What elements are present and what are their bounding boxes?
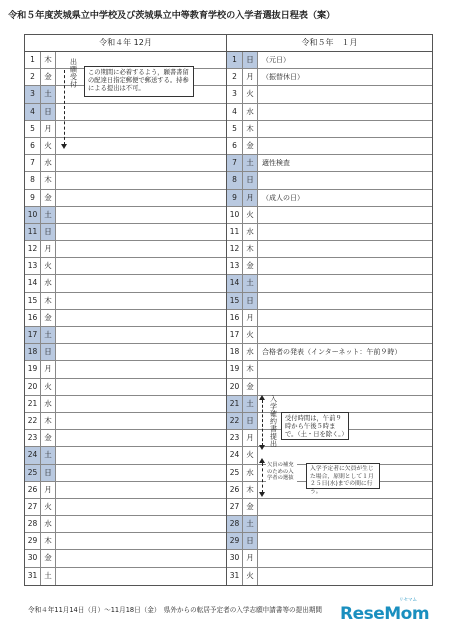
jan-day-date: 4 [227,104,243,120]
dec-day-event [56,568,226,585]
jan-day-weekday: 木 [243,241,258,257]
jan-day-date: 26 [227,482,243,498]
dec-day-date: 6 [25,138,41,154]
jan-day-row [227,52,432,69]
dec-day-event [56,275,226,291]
jan-day-row [227,190,432,207]
dec-day-date: 18 [25,344,41,360]
jan-day-date: 17 [227,327,243,343]
jan-day-weekday: 土 [243,155,258,171]
dec-day-event [56,121,226,137]
seiyaku-label: 入学確約書提出 [269,395,278,448]
dec-day-date: 30 [25,550,41,566]
jan-day-row [227,121,432,138]
jan-day-date: 10 [227,207,243,223]
dec-day-weekday: 木 [41,172,56,188]
dec-day-date: 10 [25,207,41,223]
ketsuin-arrow [262,463,263,493]
dec-day-date: 21 [25,396,41,412]
dec-day-weekday: 火 [41,499,56,515]
jan-day-weekday: 金 [243,138,258,154]
jan-day-event: （振替休日） [262,73,304,82]
jan-day-weekday: 木 [243,121,258,137]
jan-day-weekday: 土 [243,396,258,412]
jan-day-date: 11 [227,224,243,240]
jan-day-row [227,310,432,327]
jan-day-date: 19 [227,361,243,377]
dec-day-weekday: 土 [41,447,56,463]
dec-day-date: 11 [25,224,41,240]
jan-day-event [258,379,432,395]
jan-day-row [227,155,432,172]
jan-day-weekday: 木 [243,482,258,498]
jan-day-event [258,121,432,137]
jan-day-row [227,533,432,550]
dec-day-event [56,396,226,412]
jan-day-weekday: 火 [243,86,258,102]
dec-day-weekday: 火 [41,138,56,154]
jan-day-date: 7 [227,155,243,171]
jan-day-event [258,241,432,257]
jan-day-weekday: 水 [243,465,258,481]
dec-day-event [56,258,226,274]
jan-day-event [258,396,432,412]
dec-day-event [56,138,226,154]
jan-day-date: 24 [227,447,243,463]
jan-day-date: 12 [227,241,243,257]
jan-day-date: 23 [227,430,243,446]
dec-day-row [25,327,226,344]
jan-day-event [258,499,432,515]
jan-day-row [227,568,432,585]
jan-day-row [227,327,432,344]
dec-day-row [25,241,226,258]
jan-day-weekday: 日 [243,413,258,429]
dec-day-event [56,207,226,223]
dec-day-weekday: 火 [41,379,56,395]
dec-day-event [56,155,226,171]
dec-day-date: 22 [25,413,41,429]
dec-day-weekday: 水 [41,516,56,532]
dec-day-event [56,413,226,429]
dec-day-weekday: 日 [41,465,56,481]
dec-day-weekday: 土 [41,86,56,102]
jan-day-date: 3 [227,86,243,102]
jan-day-event [258,275,432,291]
jan-day-weekday: 日 [243,293,258,309]
jan-day-date: 18 [227,344,243,360]
dec-day-date: 23 [25,430,41,446]
jan-day-row [227,396,432,413]
dec-day-row [25,379,226,396]
jan-day-date: 13 [227,258,243,274]
dec-day-date: 13 [25,258,41,274]
dec-day-row [25,499,226,516]
jan-day-weekday: 水 [243,344,258,360]
dec-day-event [56,104,226,120]
dec-day-date: 26 [25,482,41,498]
dec-day-event [56,190,226,206]
jan-day-date: 8 [227,172,243,188]
dec-day-row [25,568,226,585]
jan-day-date: 21 [227,396,243,412]
jan-day-event [258,258,432,274]
seiyaku-note: 受付時間は，午前９時から午後５時まで。（土・日を除く。） [281,412,349,440]
jan-day-event [258,568,432,585]
dec-day-weekday: 土 [41,207,56,223]
jan-day-row [227,516,432,533]
ketsuin-note: 入学予定者に欠員が生じた場合，原則として１月２５日(水)までの間に行う。 [306,463,380,489]
jan-day-row [227,275,432,292]
jan-day-event [258,516,432,532]
jan-day-weekday: 木 [243,361,258,377]
jan-day-weekday: 水 [243,224,258,240]
dec-day-date: 20 [25,379,41,395]
jan-day-date: 9 [227,190,243,206]
jan-day-date: 27 [227,499,243,515]
jan-day-row [227,138,432,155]
dec-day-row [25,344,226,361]
dec-day-row [25,413,226,430]
jan-day-date: 15 [227,293,243,309]
dec-day-row [25,533,226,550]
dec-day-date: 14 [25,275,41,291]
jan-day-date: 28 [227,516,243,532]
jan-day-row [227,499,432,516]
jan-day-weekday: 火 [243,568,258,585]
dec-day-event [56,293,226,309]
jan-day-date: 5 [227,121,243,137]
jan-day-row [227,379,432,396]
dec-day-weekday: 月 [41,482,56,498]
dec-day-row [25,293,226,310]
dec-day-weekday: 木 [41,413,56,429]
jan-day-date: 14 [227,275,243,291]
jan-day-weekday: 金 [243,499,258,515]
dec-day-row [25,465,226,482]
jan-day-weekday: 火 [243,207,258,223]
dec-day-row [25,190,226,207]
jan-day-weekday: 土 [243,275,258,291]
arrow-up-icon [259,395,265,400]
page-title: 令和５年度茨城県立中学校及び茨城県立中等教育学校の入学者選抜日程表（案） [8,10,336,21]
dec-day-row [25,104,226,121]
dec-day-row [25,361,226,378]
dec-day-row [25,224,226,241]
dec-day-weekday: 日 [41,104,56,120]
dec-day-date: 3 [25,86,41,102]
dec-day-row [25,121,226,138]
dec-day-weekday: 水 [41,155,56,171]
dec-day-row [25,482,226,499]
dec-day-row [25,172,226,189]
december-calendar [24,34,227,586]
jan-day-date: 2 [227,69,243,85]
dec-day-weekday: 月 [41,121,56,137]
dec-day-date: 24 [25,447,41,463]
jan-day-event [258,550,432,566]
december-header: 令和４年 12月 [25,35,226,52]
jan-day-event: （元日） [262,56,290,64]
arrow-down-icon [259,492,265,497]
jan-day-row [227,293,432,310]
jan-day-weekday: 土 [243,516,258,532]
dec-day-event [56,241,226,257]
dec-day-date: 4 [25,104,41,120]
jan-day-weekday: 火 [243,327,258,343]
dec-day-date: 25 [25,465,41,481]
jan-day-event [258,310,432,326]
jan-day-row [227,172,432,189]
dec-day-event [56,516,226,532]
dec-day-weekday: 木 [41,52,56,68]
arrow-down-icon [259,445,265,450]
jan-day-weekday: 月 [243,190,258,206]
jan-day-event [258,327,432,343]
dec-day-event [56,224,226,240]
shutsugan-note: この期間に必着するよう，願書書留の配達日指定郵便で郵送する。持参による提出は不可。 [84,66,194,97]
jan-day-date: 6 [227,138,243,154]
jan-day-row [227,447,432,464]
dec-day-weekday: 月 [41,241,56,257]
dec-day-date: 19 [25,361,41,377]
dec-day-event [56,361,226,377]
jan-day-weekday: 月 [243,69,258,85]
jan-day-weekday: 月 [243,550,258,566]
jan-day-date: 20 [227,379,243,395]
jan-day-date: 25 [227,465,243,481]
dec-day-row [25,430,226,447]
dec-day-date: 7 [25,155,41,171]
jan-day-event [258,207,432,223]
jan-day-date: 30 [227,550,243,566]
jan-day-date: 16 [227,310,243,326]
jan-day-weekday: 日 [243,172,258,188]
jan-day-event [258,104,432,120]
dec-day-weekday: 日 [41,224,56,240]
dec-day-event [56,447,226,463]
jan-day-row [227,258,432,275]
dec-day-date: 29 [25,533,41,549]
dec-day-date: 8 [25,172,41,188]
dec-day-date: 17 [25,327,41,343]
arrow-up-icon [259,458,265,463]
jan-day-date: 22 [227,413,243,429]
dec-day-event [56,327,226,343]
dec-day-date: 28 [25,516,41,532]
jan-day-weekday: 月 [243,310,258,326]
jan-day-row [227,361,432,378]
dec-day-row [25,155,226,172]
january-rows [227,52,432,585]
dec-day-row [25,207,226,224]
footer-note: 令和４年11月14日（月）～11月18日（金） 県外からの転居予定者の入学志願申請書等の提出期間 [28,606,323,614]
jan-day-weekday: 日 [243,533,258,549]
january-calendar [226,34,433,586]
logo-subtitle: リセマム [399,598,417,603]
january-header: 令和５年 １月 [227,35,432,52]
jan-day-date: 31 [227,568,243,585]
dec-day-row [25,550,226,567]
jan-day-row [227,550,432,567]
jan-day-weekday: 日 [243,52,258,68]
arrow-down-icon [61,144,67,149]
jan-day-event [258,361,432,377]
jan-day-weekday: 火 [243,447,258,463]
dec-day-weekday: 月 [41,361,56,377]
dec-day-date: 9 [25,190,41,206]
dec-day-date: 16 [25,310,41,326]
jan-day-date: 29 [227,533,243,549]
dec-day-weekday: 土 [41,327,56,343]
dec-day-event [56,344,226,360]
dec-day-row [25,447,226,464]
jan-day-row [227,207,432,224]
dec-day-weekday: 土 [41,568,56,585]
jan-day-row [227,344,432,361]
dec-day-date: 27 [25,499,41,515]
jan-day-row [227,241,432,258]
jan-day-event [258,224,432,240]
dec-day-weekday: 水 [41,396,56,412]
jan-day-event [258,293,432,309]
resemom-logo: ReseMom [340,604,430,624]
jan-day-event: 適性検査 [262,159,290,168]
jan-day-event [258,533,432,549]
dec-day-weekday: 火 [41,258,56,274]
dec-day-row [25,310,226,327]
jan-day-row [227,86,432,103]
dec-day-date: 1 [25,52,41,68]
dec-day-date: 15 [25,293,41,309]
jan-day-weekday: 月 [243,430,258,446]
dec-day-event [56,430,226,446]
dec-day-weekday: 金 [41,190,56,206]
jan-day-row [227,104,432,121]
dec-day-weekday: 金 [41,430,56,446]
shutsugan-arrow [64,70,65,145]
dec-day-weekday: 日 [41,344,56,360]
dec-day-weekday: 金 [41,550,56,566]
dec-day-date: 12 [25,241,41,257]
dec-day-event [56,482,226,498]
jan-day-weekday: 水 [243,104,258,120]
jan-day-row [227,69,432,86]
dec-day-event [56,465,226,481]
dec-day-event [56,379,226,395]
shutsugan-label: 出願受付 [69,58,78,88]
dec-day-date: 5 [25,121,41,137]
jan-day-row [227,224,432,241]
jan-day-event: （成人の日） [262,193,304,202]
jan-day-event: 合格者の発表（インターネット：午前９時） [262,348,402,357]
jan-day-weekday: 金 [243,258,258,274]
dec-day-date: 2 [25,69,41,85]
dec-day-weekday: 木 [41,293,56,309]
dec-day-event [56,310,226,326]
ketsuin-label: 欠員の補充のための入学者の選抜 [266,461,297,493]
dec-day-row [25,516,226,533]
dec-day-weekday: 水 [41,275,56,291]
jan-day-weekday: 金 [243,379,258,395]
dec-day-row [25,275,226,292]
jan-day-event [258,86,432,102]
dec-day-weekday: 金 [41,69,56,85]
dec-day-date: 31 [25,568,41,585]
seiyaku-arrow [262,400,263,446]
dec-day-event [56,550,226,566]
dec-day-event [56,172,226,188]
dec-day-weekday: 金 [41,310,56,326]
jan-day-event [258,138,432,154]
jan-day-event [258,172,432,188]
jan-day-date: 1 [227,52,243,68]
dec-day-weekday: 木 [41,533,56,549]
dec-day-event [56,499,226,515]
december-rows [25,52,226,585]
dec-day-row [25,396,226,413]
dec-day-event [56,533,226,549]
dec-day-row [25,258,226,275]
dec-day-row [25,138,226,155]
